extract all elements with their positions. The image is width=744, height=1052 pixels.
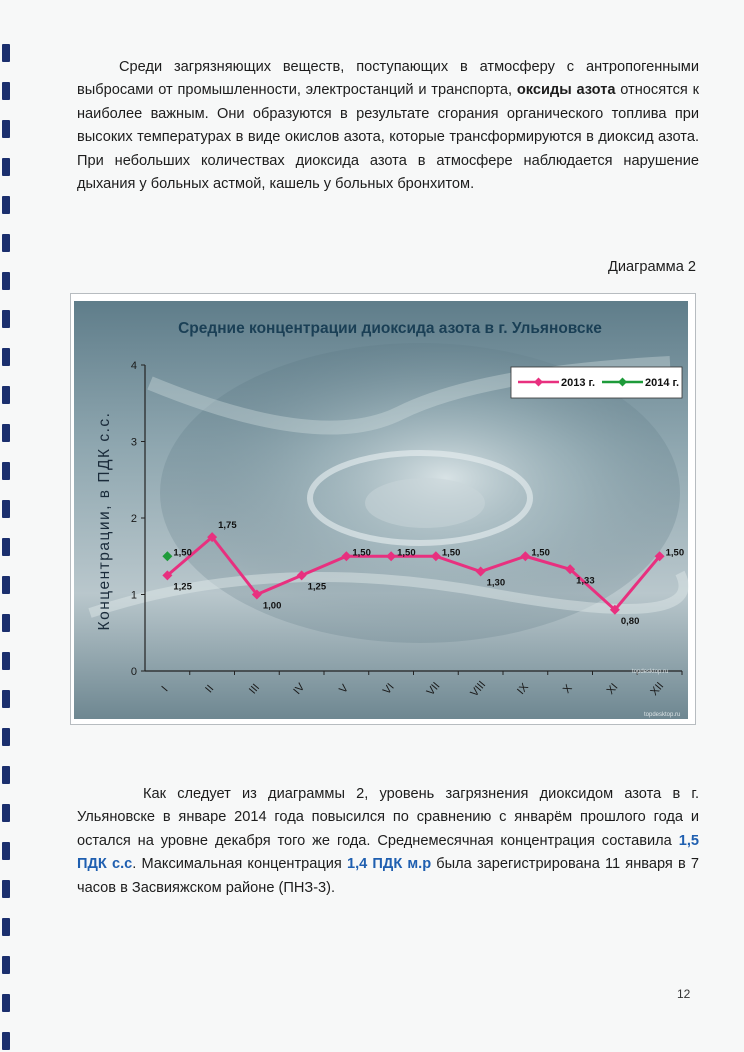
chart-title: Средние концентрации диоксида азота в г. Ульяновске (178, 320, 602, 337)
y-tick-label: 4 (130, 360, 137, 372)
binding-hole (2, 956, 10, 974)
y-axis-title: Концентрации, в ПДК с.с. (96, 411, 113, 631)
binding-hole (2, 386, 10, 404)
legend (511, 367, 682, 398)
paragraph-intro-text-2: относятся к наиболее важным. Они образуются в результате сгорания органического топлива при высоких температурах в виде окислов азота, которые трансформируются в диоксид азота. При небольших количествах диоксида азота в атмосфере наблюдается нарушение дыхания у больных астмой, кашель у больных бронхитом. (77, 82, 699, 193)
binding-hole (2, 614, 10, 632)
x-tick-label: V (337, 682, 352, 696)
x-tick-label: VII (424, 680, 443, 699)
binding-hole (2, 728, 10, 746)
data-label-0: 1,50 (441, 547, 461, 559)
page-number: 12 (677, 987, 691, 1001)
diagram-caption: Диаграмма 2 (607, 259, 696, 275)
binding-hole (2, 348, 10, 366)
binding-hole (2, 234, 10, 252)
data-label-0: 1,00 (262, 600, 282, 612)
legend-2014-label: 2014 г. (645, 377, 680, 389)
x-tick-label: X (560, 682, 575, 696)
y-tick-label: 0 (130, 666, 137, 678)
paragraph-analysis (77, 783, 699, 900)
data-label-0: 1,50 (665, 547, 685, 559)
data-label-0: 1,25 (173, 581, 192, 593)
binding-hole (2, 918, 10, 936)
binding-hole (2, 880, 10, 898)
binding-hole (2, 690, 10, 708)
data-label-0: 1,30 (486, 577, 506, 589)
x-tick-label: II (203, 682, 217, 696)
paragraph-analysis-text-1: Как следует из диаграммы 2, уровень загрязнения диоксидом азота в г. Ульяновске в январе 2014 года повысился по сравнению с январём прошлого года и остался на уровне декабря того же года. Среднемесячная концентрация составила (77, 786, 699, 849)
y-tick-label: 3 (130, 436, 137, 449)
data-label-0: 1,50 (352, 547, 371, 559)
binding-hole (2, 196, 10, 214)
binding-hole (2, 652, 10, 670)
x-tick-label: XII (648, 680, 667, 699)
spiral-binding (0, 0, 16, 1052)
binding-hole (2, 158, 10, 176)
watermark-plot: topdesktop.ru (632, 669, 669, 675)
binding-hole (2, 462, 10, 480)
chart-figure (70, 293, 694, 723)
avg-concentration-highlight: 1,5 ПДК с.с (77, 832, 699, 873)
x-tick-label: XI (604, 681, 621, 697)
paragraph-analysis-text-2: . Максимальная концентрация (132, 856, 347, 873)
data-label-0: 0,80 (620, 615, 640, 627)
binding-hole (2, 500, 10, 518)
binding-hole (2, 766, 10, 784)
chart-background-ring-inner (365, 478, 485, 528)
paragraph-intro (77, 56, 699, 196)
binding-hole (2, 804, 10, 822)
y-tick-label: 1 (130, 589, 137, 602)
binding-hole (2, 310, 10, 328)
x-tick-label: I (159, 684, 171, 695)
data-label-1: 1,50 (173, 547, 192, 559)
x-tick-label: IV (291, 681, 308, 697)
data-label-0: 1,33 (576, 575, 595, 587)
binding-hole (2, 538, 10, 556)
binding-hole (2, 842, 10, 860)
binding-hole (2, 1032, 10, 1050)
legend-2013-label: 2013 г. (561, 377, 596, 389)
binding-hole (2, 994, 10, 1012)
binding-hole (2, 82, 10, 100)
x-tick-label: VI (380, 681, 397, 697)
data-label-0: 1,50 (397, 547, 416, 559)
x-tick-label: IX (515, 681, 532, 697)
paragraph-intro-text-1: Среди загрязняющих веществ, поступающих в атмосферу с антропогенными выбросами от промышленности, электростанций и транспорта, (77, 59, 699, 99)
x-tick-label: VIII (468, 678, 489, 700)
x-tick-label: III (247, 681, 263, 697)
binding-hole (2, 424, 10, 442)
binding-hole (2, 272, 10, 290)
data-label-0: 1,75 (218, 520, 237, 532)
watermark-corner: topdesktop.ru (644, 712, 681, 718)
data-label-0: 1,50 (531, 547, 550, 559)
data-label-0: 1,25 (307, 581, 327, 593)
y-tick-label: 2 (130, 513, 137, 525)
binding-hole (2, 576, 10, 594)
paragraph-intro-bold-term: оксиды азота (516, 82, 616, 99)
max-concentration-highlight: 1,4 ПДК м.р (346, 856, 432, 873)
paragraph-analysis-text-3: была зарегистрирована 11 января в 7 часов в Засвияжском районе (ПНЗ-3). (77, 856, 699, 896)
binding-hole (2, 120, 10, 138)
binding-hole (2, 44, 10, 62)
